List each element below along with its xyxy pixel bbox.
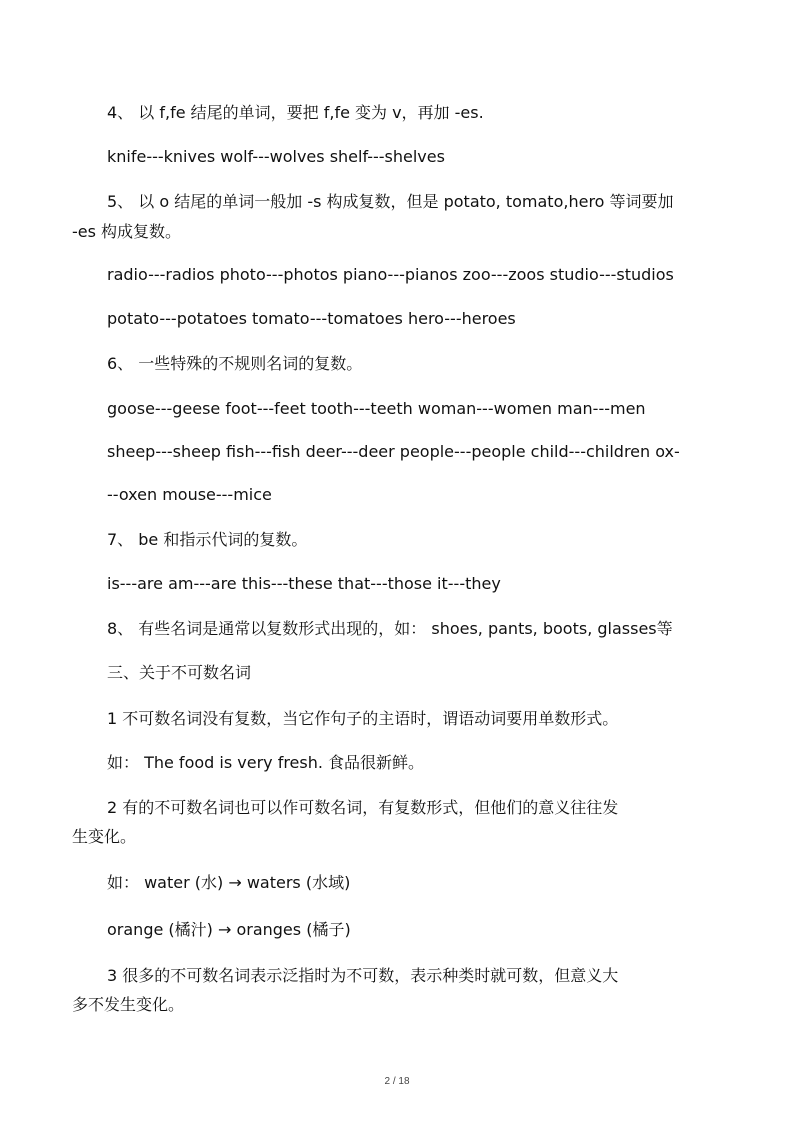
rule-6-examples-3: --oxen mouse---mice — [107, 485, 272, 504]
uncountable-rule-2-cont: 生变化。 — [72, 827, 137, 846]
rule-6-examples-1: goose---geese foot---feet tooth---teeth woman---women man---men — [107, 399, 646, 418]
uncountable-rule-2-example-1: 如： water (水) → waters (水域) — [107, 873, 351, 892]
rule-5-heading: 5、 以 o 结尾的单词一般加 -s 构成复数，但是 potato, tomato,hero 等词要加 — [107, 192, 674, 211]
rule-4-examples: knife---knives wolf---wolves shelf---shelves — [107, 147, 445, 166]
uncountable-rule-2-example-2: orange (橘汁) → oranges (橘子) — [107, 920, 351, 939]
rule-7-examples: is---are am---are this---these that---those it---they — [107, 574, 501, 593]
page-number: 2 / 18 — [384, 1076, 410, 1087]
uncountable-rule-3: 3 很多的不可数名词表示泛指时为不可数，表示种类时就可数，但意义大 — [107, 966, 619, 985]
uncountable-rule-1: 1 不可数名词没有复数，当它作句子的主语时，谓语动词要用单数形式。 — [107, 709, 619, 728]
rule-7-heading: 7、 be 和指示代词的复数。 — [107, 530, 308, 549]
rule-5-heading-cont: -es 构成复数。 — [72, 222, 182, 241]
uncountable-rule-2: 2 有的不可数名词也可以作可数名词，有复数形式，但他们的意义往往发 — [107, 798, 619, 817]
rule-6-heading: 6、 一些特殊的不规则名词的复数。 — [107, 354, 363, 373]
uncountable-rule-3-cont: 多不发生变化。 — [72, 995, 185, 1014]
rule-5-examples-s: radio---radios photo---photos piano---pianos zoo---zoos studio---studios — [107, 265, 674, 284]
section-3-heading: 三、关于不可数名词 — [107, 663, 252, 682]
rule-5-examples-es: potato---potatoes tomato---tomatoes hero---heroes — [107, 309, 516, 328]
rule-4-heading: 4、 以 f,fe 结尾的单词，要把 f,fe 变为 v，再加 -es. — [107, 103, 484, 122]
rule-8-heading: 8、 有些名词是通常以复数形式出现的，如： shoes, pants, boots, glasses等 — [107, 619, 673, 638]
uncountable-rule-1-example: 如： The food is very fresh. 食品很新鲜。 — [107, 753, 425, 772]
rule-6-examples-2: sheep---sheep fish---fish deer---deer people---people child---children ox- — [107, 442, 680, 461]
